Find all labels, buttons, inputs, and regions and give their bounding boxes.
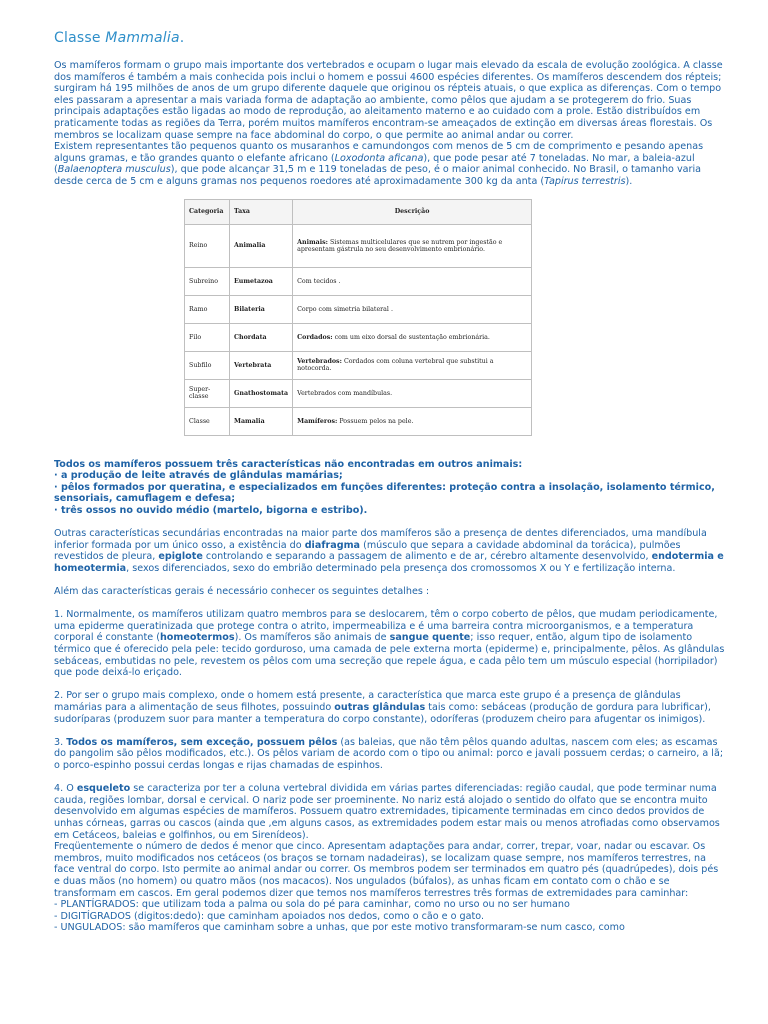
text: 4. O — [54, 783, 77, 795]
intro-paragraph-1: Os mamíferos formam o grupo mais importante dos vertebrados e ocupam o lugar mais elevado da escala de evolução zoológica. A classe dos mamíferos é também a mais conhecida pois inclui o homem e possui 4600 espécies diferentes. Os mamíferos descendem dos répteis; surgiram há 195 milhões de anos de um grupo diferente daquele que originou os répteis atuais, o que explica as diferenças. Com o tempo eles passaram a apresentar a mais variada forma de adaptação ao ambiente, como pêlos que ajudam a se protegerem do frio. Suas principais adaptações estão ligadas ao modo de reprodução, ao aleitamento materno e ao cuidado com a prole. Estão distribuídos em praticamente todas as regiões da Terra, porém muitos mamíferos encontram-se ameaçados de extinção em diversas áreas florestais. Os membros se localizam quase sempre na face abdominal do corpo, o que permite ao animal andar ou correr. — [54, 60, 723, 141]
row-desc-text: Corpo com simetria bilateral . — [297, 305, 393, 313]
row-desc-text: Vertebrados com mandíbulas. — [297, 389, 393, 397]
text: , sexos diferenciados, sexo do embrião determinado pela presença dos cromossomos X ou Y e fertilização interna. — [126, 562, 676, 574]
row-desc-text: Sistemas multicelulares que se nutrem por ingestão e apresentam gástrula no seu desenvolvimento embrionário. — [297, 238, 503, 253]
bold-term: endotermia e homeotermia — [54, 551, 724, 574]
bold-term: diafragma — [304, 539, 361, 551]
text: Outras características secundárias encontradas na maior parte dos mamíferos são a presença de dentes diferenciados, uma mandíbula inferior formada por um único osso, a existência do — [54, 528, 707, 551]
row-taxon: Bilateria — [230, 295, 293, 323]
row-desc-text: Possuem pelos na pele. — [337, 417, 414, 425]
text: 2. Por ser o grupo mais complexo, onde o homem está presente, a característica que marca este grupo é a presença de glândulas mamárias para a alimentação de seus filhotes, possuindo — [54, 690, 681, 713]
row-taxon: Gnathostomata — [230, 379, 293, 407]
text: (as baleias, que não têm pêlos quando adultas, nascem com eles; as escamas do pangolim são pêlos modificados, etc.). Os pêlos variam de acordo com o tipo ou animal: porco e javali possuem cerdas; o carneiro, a lã; o porco-espinho possui cerdas longas e rijas chamadas de espinhos. — [54, 736, 724, 771]
table-row — [185, 407, 532, 435]
list-item: · a produção de leite através de glândulas mamárias; — [54, 470, 343, 482]
intro-paragraph-2 — [54, 141, 726, 187]
row-category: Filo — [185, 323, 230, 351]
bold-term: sangue quente — [389, 632, 471, 644]
row-term: Cordados: — [297, 333, 333, 341]
table-row — [185, 379, 532, 407]
row-taxon: Animalia — [230, 224, 293, 267]
species-name: Balaenoptera musculus — [57, 164, 171, 176]
intro-text: ), que pode alcançar 31,5 m e 119 toneladas de peso, é o maior animal conhecido. No Brasil, o tamanho varia desde cerca de 5 cm e alguns gramas nos pequenos roedores até aproximadamente 300 kg da anta ( — [54, 164, 702, 187]
row-description — [293, 407, 532, 435]
row-term: Animais: — [297, 238, 328, 246]
bold-term: Todos os mamíferos, sem exceção, possuem pêlos — [66, 736, 338, 748]
intro-text: ). — [625, 175, 633, 187]
text: 3. — [54, 736, 67, 748]
taxonomy-image — [184, 199, 532, 445]
row-description — [293, 379, 532, 407]
taxonomy-table — [184, 199, 532, 436]
detail-item-2 — [54, 690, 726, 725]
title-italic: Mammalia — [105, 30, 180, 46]
detail-item-4 — [54, 783, 726, 841]
table-row — [185, 351, 532, 379]
row-category: Super-classe — [185, 379, 230, 407]
text: 1. Normalmente, os mamíferos utilizam quatro membros para se deslocarem, têm o corpo coberto de pêlos, que mudam periodicamente, uma epiderme queratinizada que protege contra o atrito, impermeabiliza e é uma barreira contra microorganismos, e a temperatura corporal é constante ( — [54, 609, 718, 644]
text: ; isso requer, então, algum tipo de isolamento térmico que é oferecido pela pele: tecido gorduroso, uma camada de pele externa morta (epiderme) e, principalmente, pêlos. As glândulas sebáceas, embutidas no pele, revestem os pêlos com uma secreção que repele água, e cada pêlo tem um músculo especial (horripilador) que pode deixá-lo eriçado. — [54, 632, 725, 679]
bold-term: homeotermos — [159, 632, 235, 644]
table-row — [185, 295, 532, 323]
bold-term: outras glândulas — [334, 702, 426, 713]
page-title — [54, 30, 768, 46]
row-desc-text: Cordados com coluna vertebral que substitui a notocorda. — [297, 358, 494, 373]
detail-item-3 — [54, 737, 726, 772]
row-description — [293, 224, 532, 267]
row-desc-text: Com tecidos . — [297, 277, 341, 285]
row-desc-text: com um eixo dorsal de sustentação embrionária. — [332, 333, 490, 341]
text: tais como: sebáceas (produção de gordura para lubrificar), sudoríparas (produzem suor para manter a temperatura do corpo constante), odoríferas (produzem cheiro para afugentar os inimigos). — [54, 702, 711, 725]
text: controlando e separando a passagem de alimento e de ar, cérebro altamente desenvolvido, — [202, 551, 652, 563]
row-description — [293, 323, 532, 351]
list-item: · três ossos no ouvido médio (martelo, bigorna e estribo). — [54, 504, 368, 516]
row-description — [293, 267, 532, 295]
header-taxa: Taxa — [230, 199, 293, 224]
bold-term: esqueleto — [76, 783, 131, 795]
list-item: - UNGULADOS: são mamíferos que caminham sobre a unhas, que por este motivo transformaram-se num casco, como — [54, 922, 625, 934]
characteristics-list — [54, 459, 768, 517]
text: (músculo que separa a cavidade abdominal da torácica), pulmões revestidos de pleura, — [54, 539, 681, 563]
detail-item-4-continued: Freqüentemente o número de dedos é menor que cinco. Apresentam adaptações para andar, correr, trepar, voar, nadar ou escavar. Os membros, muito modificados nos cetáceos (os braços se tornam nadadeiras), se localizam quase sempre, nos mamíferos terrestres, na face ventral do corpo. Isto permite ao animal andar ou correr. Os membros podem ser terminados em quatro pés (quadrúpedes), dois pés e duas mãos (no homem) ou quatro mãos (nos macacos). Nos ungulados (búfalos), as unhas ficam em contato com o chão e se transformam em cascos. Em geral podemos dizer que temos nos mamíferos terrestres três formas de extremidades para caminhar: — [54, 841, 719, 899]
text: se caracteriza por ter a coluna vertebral dividida em várias partes diferenciadas: região caudal, que pode terminar numa cauda, regiões lombar, dorsal e cervical. O nariz pode ser proeminente. No nariz está alojado o sentido do olfato que se encontra muito desenvolvido em algumas espécies de mamíferos. Possuem quatro extremidades, tipicamente terminadas em cinco dedos providos de unhas córneas, garras ou cascos (ainda que ,em alguns casos, as extremidades podem estar mais ou menos atrofiadas como observamos em Cetáceos, baleias e golfinhos, ou em Sirenídeos). — [54, 783, 720, 841]
detail-item-1 — [54, 609, 726, 679]
header-descricao: Descrição — [293, 199, 532, 224]
list-item: - PLANTÍGRADOS: que utilizam toda a palma ou sola do pé para caminhar, como no urso ou no ser humano — [54, 899, 570, 911]
header-categoria: Categoria — [185, 199, 230, 224]
intro-text: ), que pode pesar até 7 toneladas. No mar, a baleia-azul ( — [54, 152, 695, 176]
row-taxon: Vertebrata — [230, 351, 293, 379]
secondary-characteristics — [54, 528, 726, 574]
row-category: Classe — [185, 407, 230, 435]
species-name: Tapirus terrestris — [544, 175, 626, 187]
row-taxon: Mamalia — [230, 407, 293, 435]
list-item: · pêlos formados por queratina, e especializados em funções diferentes: proteção contra a insolação, isolamento térmico, sensoriais, camuflagem e defesa; — [54, 481, 715, 505]
row-category: Subfilo — [185, 351, 230, 379]
row-category: Reino — [185, 224, 230, 267]
characteristics-heading: Todos os mamíferos possuem três características não encontradas em outros animais: — [54, 458, 523, 470]
title-suffix: . — [179, 30, 185, 46]
row-description — [293, 295, 532, 323]
species-name: Loxodonta aficana — [334, 152, 424, 164]
table-row — [185, 323, 532, 351]
text: ). Os mamíferos são animais de — [234, 632, 390, 644]
title-prefix: Classe — [54, 30, 106, 46]
table-row — [185, 267, 532, 295]
row-description — [293, 351, 532, 379]
row-term: Mamíferos: — [297, 417, 338, 425]
taxonomy-header-row — [185, 199, 532, 224]
row-term: Vertebrados: — [297, 358, 342, 366]
row-category: Ramo — [185, 295, 230, 323]
row-taxon: Eumetazoa — [230, 267, 293, 295]
row-taxon: Chordata — [230, 323, 293, 351]
table-row — [185, 224, 532, 267]
row-category: Subreino — [185, 267, 230, 295]
list-item: - DIGITÍGRADOS (digitos:dedo): que caminham apoiados nos dedos, como o cão e o gato. — [54, 910, 485, 922]
bold-term: epiglote — [158, 551, 203, 563]
details-intro: Além das características gerais é necessário conhecer os seguintes detalhes : — [54, 586, 430, 598]
intro-text: Existem representantes tão pequenos quanto os musaranhos e camundongos com menos de 5 cm de comprimento e pesando apenas alguns gramas, e tão grandes quanto o elefante africano ( — [54, 141, 704, 164]
